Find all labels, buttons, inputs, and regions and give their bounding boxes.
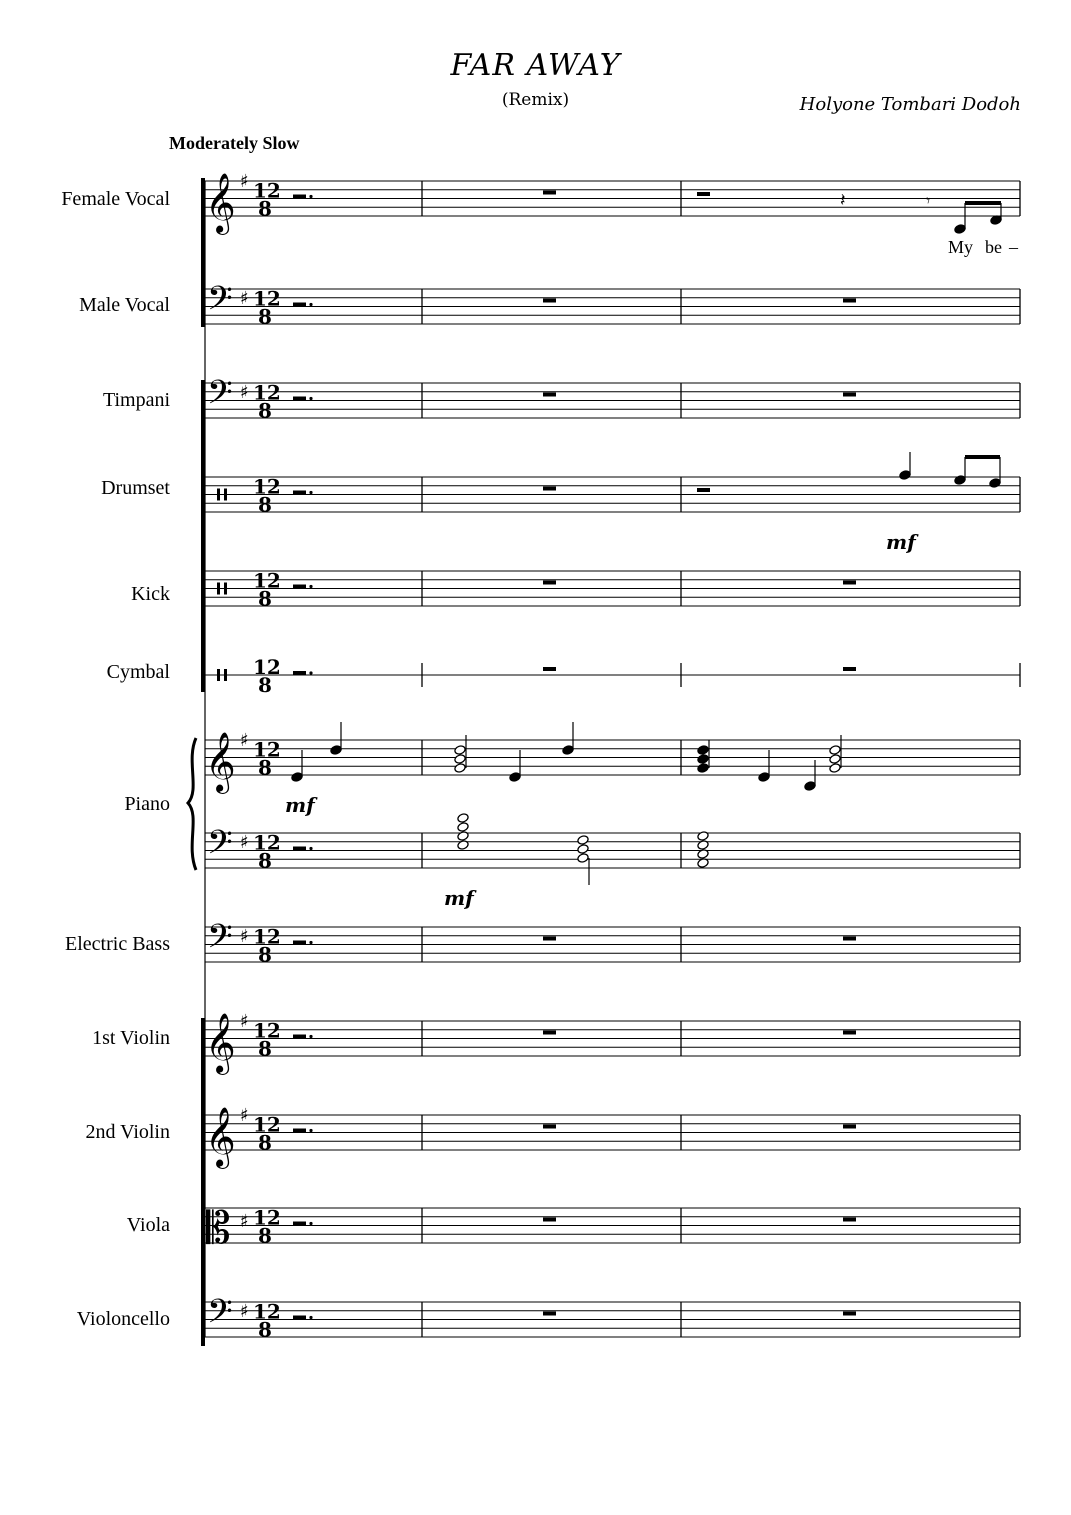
score-title: FAR AWAY (450, 48, 621, 83)
time-signature-bottom: 8 (258, 673, 272, 697)
instrument-label-1st-violin: 1st Violin (92, 1027, 170, 1049)
dotted-half-rest (293, 941, 306, 945)
clefs (205, 173, 236, 1339)
treble-clef: 𝄞 (205, 1013, 236, 1073)
time-signature-top: 12 (253, 830, 281, 855)
rest-dot (309, 491, 312, 494)
percussion-clef (217, 669, 220, 681)
whole-rest (543, 937, 556, 941)
key-signature-sharp: ♯ (240, 1300, 249, 1322)
time-signature-top: 12 (253, 286, 281, 311)
notehead (829, 745, 841, 756)
key-signature-sharp: ♯ (240, 1011, 249, 1032)
notehead (457, 813, 469, 824)
time-signature-bottom: 8 (258, 1036, 272, 1061)
notehead (577, 844, 589, 855)
piano-brace (188, 738, 196, 870)
notehead (899, 470, 911, 481)
percussion-clef (217, 489, 220, 501)
dotted-half-rest (293, 491, 306, 495)
key-signature-sharp: ♯ (240, 831, 249, 853)
notehead (829, 754, 841, 765)
time-signature-top: 12 (253, 568, 281, 593)
whole-rest (543, 1031, 556, 1035)
rest-dot (309, 303, 312, 306)
instrument-label-electric-bass: Electric Bass (65, 933, 170, 955)
whole-rest (543, 581, 556, 585)
time-signature-top: 12 (253, 1205, 281, 1230)
time-signature-bottom: 8 (258, 942, 272, 967)
key-signature-sharp: ♯ (240, 925, 249, 947)
rest-dot (309, 671, 312, 674)
whole-rest (543, 191, 556, 195)
notehead (577, 835, 589, 846)
notehead (697, 754, 709, 765)
rest-dot (309, 195, 312, 198)
dotted-half-rest (293, 847, 306, 851)
notehead (697, 745, 709, 756)
tempo-marking: Moderately Slow (169, 133, 300, 153)
whole-rest (543, 393, 556, 397)
time-signature-top: 12 (253, 1112, 281, 1137)
rest-dot (309, 1035, 312, 1038)
time-signature-bottom: 8 (258, 586, 272, 611)
bass-clef: 𝄢 (207, 918, 233, 964)
key-signature-sharp: ♯ (240, 1105, 249, 1126)
instrument-label-kick: Kick (131, 583, 170, 605)
time-signature-bottom: 8 (258, 1223, 272, 1248)
notes (291, 190, 1002, 885)
instrument-label-violoncello: Violoncello (76, 1308, 170, 1330)
notehead (954, 224, 966, 235)
whole-rest (843, 1031, 856, 1035)
bass-clef: 𝄢 (207, 280, 233, 326)
notehead (291, 772, 303, 783)
lyric-syllable: be (985, 237, 1002, 257)
key-and-time-signatures (240, 171, 281, 1342)
rest-dot (309, 1129, 312, 1132)
time-signature-top: 12 (253, 1018, 281, 1043)
key-signature-sharp: ♯ (240, 171, 249, 192)
lyric-hyphen: – (1009, 237, 1018, 257)
time-signature-bottom: 8 (258, 755, 272, 780)
rest-dot (309, 941, 312, 944)
dotted-half-rest (293, 1222, 306, 1226)
time-signature-top: 12 (253, 655, 281, 679)
key-signature-sharp: ♯ (240, 287, 249, 309)
treble-clef: 𝄞 (205, 732, 236, 792)
notehead (989, 478, 1001, 489)
dotted-half-rest (293, 1129, 306, 1133)
rest-dot (309, 847, 312, 850)
whole-rest (543, 1312, 556, 1316)
instrument-label-timpani: Timpani (102, 389, 170, 411)
dynamic-mf-piano-rh: mf (285, 793, 315, 817)
whole-rest (843, 393, 856, 397)
instrument-label-drumset: Drumset (101, 477, 170, 499)
percussion-clef (224, 669, 227, 681)
notehead (829, 763, 841, 774)
rest-dot (309, 1316, 312, 1319)
time-signature-top: 12 (253, 380, 281, 405)
whole-rest (543, 487, 556, 491)
whole-rest (543, 1125, 556, 1129)
time-signature-bottom: 8 (258, 1130, 272, 1155)
time-signature-bottom: 8 (258, 398, 272, 423)
composer-name: Holyone Tombari Dodoh (799, 94, 1021, 115)
notehead (454, 745, 466, 756)
notehead (804, 781, 816, 792)
lyric-syllable: My (948, 237, 974, 257)
whole-rest (543, 299, 556, 303)
time-signature-bottom: 8 (258, 848, 272, 873)
percussion-clef (217, 583, 220, 595)
time-signature-top: 12 (253, 924, 281, 949)
notehead (457, 831, 469, 842)
key-signature-sharp: ♯ (240, 1211, 249, 1233)
notehead (454, 763, 466, 774)
percussion-clef (224, 583, 227, 595)
whole-rest (843, 1312, 856, 1316)
whole-rest (843, 667, 856, 671)
dotted-half-rest (293, 397, 306, 401)
whole-rest (843, 299, 856, 303)
dotted-half-rest (293, 195, 306, 199)
notehead (697, 763, 709, 774)
percussion-clef (224, 489, 227, 501)
notehead (758, 772, 770, 783)
eighth-rest: 𝄾 (926, 191, 931, 210)
notehead (454, 754, 466, 765)
quarter-rest: 𝄽 (840, 190, 846, 211)
notehead (577, 853, 589, 864)
notehead (562, 745, 574, 756)
whole-rest (543, 667, 556, 671)
instrument-label-cymbal: Cymbal (106, 661, 170, 683)
time-signature-bottom: 8 (258, 304, 272, 329)
time-signature-bottom: 8 (258, 492, 272, 517)
key-signature-sharp: ♯ (240, 730, 249, 751)
rest-dot (309, 1222, 312, 1225)
time-signature-bottom: 8 (258, 1317, 272, 1342)
instrument-label-female-vocal: Female Vocal (61, 188, 170, 210)
instrument-label-piano: Piano (124, 793, 170, 815)
notehead (697, 831, 709, 842)
dotted-half-rest (293, 585, 306, 589)
whole-rest (543, 1218, 556, 1222)
notehead (457, 822, 469, 833)
whole-rest (843, 1218, 856, 1222)
bass-clef: 𝄢 (207, 374, 233, 420)
dynamic-mf-piano-lh: mf (444, 886, 474, 910)
dotted-half-rest (293, 1316, 306, 1320)
system-brackets (188, 178, 205, 1346)
dynamic-mf-drumset: mf (886, 530, 916, 554)
time-signature-top: 12 (253, 474, 281, 499)
staff-lines (205, 178, 1020, 1337)
dotted-half-rest (293, 303, 306, 307)
bass-clef: 𝄢 (207, 1293, 233, 1339)
bass-clef: 𝄢 (207, 824, 233, 870)
alto-clef: 𝄡 (206, 1203, 231, 1254)
whole-rest (843, 937, 856, 941)
notehead (330, 745, 342, 756)
whole-rest (843, 581, 856, 585)
dotted-half-rest (697, 192, 710, 196)
barlines (422, 181, 1020, 1337)
notehead (509, 772, 521, 783)
time-signature-bottom: 8 (258, 196, 272, 221)
notehead (954, 475, 966, 486)
whole-rest (843, 1125, 856, 1129)
rest-dot (309, 585, 312, 588)
key-signature-sharp: ♯ (240, 381, 249, 403)
dotted-half-rest (697, 488, 710, 492)
dotted-half-rest (293, 1035, 306, 1039)
instrument-label-male-vocal: Male Vocal (79, 294, 170, 316)
dotted-half-rest (293, 671, 306, 675)
treble-clef: 𝄞 (205, 1107, 236, 1167)
time-signature-top: 12 (253, 737, 281, 762)
time-signature-top: 12 (253, 1299, 281, 1324)
rest-dot (309, 397, 312, 400)
instrument-label-viola: Viola (126, 1214, 170, 1236)
score-subtitle: (Remix) (501, 90, 570, 110)
treble-clef: 𝄞 (205, 173, 236, 233)
instrument-label-2nd-violin: 2nd Violin (85, 1121, 170, 1143)
time-signature-top: 12 (253, 178, 281, 203)
